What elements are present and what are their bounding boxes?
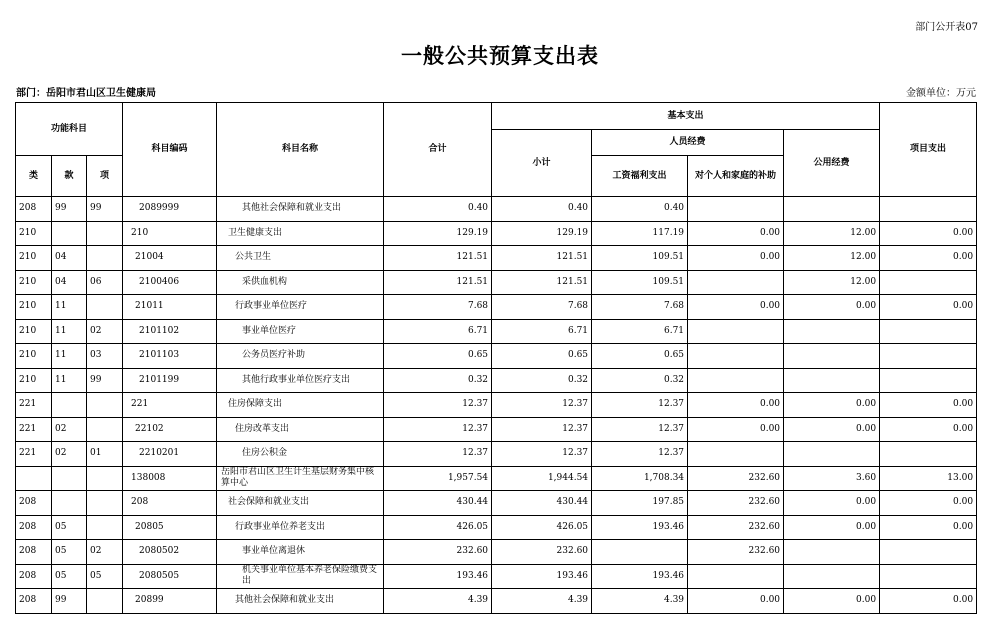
cell-subtotal: 1,944.54 [492,466,592,491]
cell-wages: 0.32 [592,368,688,393]
cell-lei: 221 [16,393,52,418]
cell-subject-name: 事业单位离退休 [217,540,384,565]
cell-wages: 109.51 [592,270,688,295]
cell-lei [16,466,52,491]
cell-subject-code: 138008 [123,466,217,491]
cell-public-funds [784,540,880,565]
cell-subtotal: 430.44 [492,491,592,516]
table-row [16,564,977,589]
cell-total: 12.37 [384,393,492,418]
cell-project [880,270,977,295]
cell-project [880,344,977,369]
cell-public-funds [784,368,880,393]
table-body [16,197,977,614]
cell-xiang [87,491,123,516]
cell-wages: 0.65 [592,344,688,369]
cell-project [880,368,977,393]
header-basic-expenditure: 基本支出 [492,103,880,130]
cell-total: 12.37 [384,442,492,467]
cell-subject-name: 岳阳市君山区卫生计生基层财务集中核算中心 [217,466,384,491]
table-row [16,221,977,246]
cell-xiang: 05 [87,564,123,589]
cell-subject-code: 2210201 [123,442,217,467]
cell-subtotal: 426.05 [492,515,592,540]
cell-project: 0.00 [880,393,977,418]
cell-kuan: 02 [52,442,87,467]
cell-public-funds: 0.00 [784,589,880,614]
cell-personal-subsidy [688,564,784,589]
cell-subject-code: 208 [123,491,217,516]
header-personal-subsidy: 对个人和家庭的补助 [688,156,784,197]
header-function-subject: 功能科目 [16,103,123,156]
cell-project [880,564,977,589]
cell-kuan: 05 [52,564,87,589]
cell-xiang: 03 [87,344,123,369]
cell-total: 0.32 [384,368,492,393]
header-lei: 类 [16,156,52,197]
cell-xiang [87,393,123,418]
cell-total: 193.46 [384,564,492,589]
cell-subtotal: 4.39 [492,589,592,614]
cell-public-funds [784,344,880,369]
cell-total: 0.65 [384,344,492,369]
cell-project [880,319,977,344]
cell-project: 0.00 [880,589,977,614]
cell-wages: 12.37 [592,417,688,442]
cell-personal-subsidy [688,442,784,467]
cell-lei: 210 [16,270,52,295]
cell-subtotal: 0.65 [492,344,592,369]
table-row [16,515,977,540]
cell-wages: 193.46 [592,564,688,589]
header-wages: 工资福利支出 [592,156,688,197]
cell-public-funds: 12.00 [784,270,880,295]
cell-xiang [87,466,123,491]
cell-wages: 4.39 [592,589,688,614]
cell-subject-code: 2100406 [123,270,217,295]
table-row [16,368,977,393]
cell-personal-subsidy [688,319,784,344]
cell-wages: 193.46 [592,515,688,540]
cell-total: 12.37 [384,417,492,442]
table-row [16,540,977,565]
cell-project: 0.00 [880,221,977,246]
cell-total: 4.39 [384,589,492,614]
cell-personal-subsidy [688,344,784,369]
cell-total: 426.05 [384,515,492,540]
cell-wages: 197.85 [592,491,688,516]
cell-xiang: 99 [87,197,123,222]
cell-public-funds [784,319,880,344]
cell-subtotal: 121.51 [492,270,592,295]
table-row [16,491,977,516]
cell-project [880,197,977,222]
cell-kuan: 04 [52,246,87,271]
cell-lei: 208 [16,540,52,565]
cell-lei: 208 [16,515,52,540]
cell-lei: 208 [16,564,52,589]
cell-total: 121.51 [384,270,492,295]
cell-subtotal: 129.19 [492,221,592,246]
cell-total: 0.40 [384,197,492,222]
cell-personal-subsidy: 232.60 [688,540,784,565]
cell-kuan: 99 [52,589,87,614]
amount-unit-label: 金额单位：万元 [906,88,976,99]
cell-public-funds: 0.00 [784,295,880,320]
cell-kuan: 02 [52,417,87,442]
header-subject-code: 科目编码 [123,103,217,197]
cell-lei: 208 [16,197,52,222]
cell-public-funds: 0.00 [784,393,880,418]
cell-public-funds: 0.00 [784,417,880,442]
cell-kuan: 99 [52,197,87,222]
cell-subject-code: 21004 [123,246,217,271]
cell-public-funds: 3.60 [784,466,880,491]
cell-lei: 210 [16,368,52,393]
table-row [16,270,977,295]
cell-subject-code: 20899 [123,589,217,614]
cell-subject-name: 其他行政事业单位医疗支出 [217,368,384,393]
cell-project: 0.00 [880,491,977,516]
cell-subject-code: 2080502 [123,540,217,565]
cell-personal-subsidy: 232.60 [688,491,784,516]
cell-subject-code: 22102 [123,417,217,442]
table-header [16,103,977,197]
cell-lei: 221 [16,442,52,467]
table-row [16,246,977,271]
header-personnel-funds: 人员经费 [592,130,784,156]
table-row [16,319,977,344]
cell-personal-subsidy: 0.00 [688,393,784,418]
cell-subject-name: 机关事业单位基本养老保险缴费支出 [217,564,384,589]
cell-kuan [52,221,87,246]
cell-kuan: 05 [52,515,87,540]
cell-subject-code: 2101102 [123,319,217,344]
cell-subject-name: 采供血机构 [217,270,384,295]
cell-subject-name: 住房保障支出 [217,393,384,418]
cell-personal-subsidy: 0.00 [688,221,784,246]
table-row [16,197,977,222]
cell-subject-name: 社会保障和就业支出 [217,491,384,516]
cell-subtotal: 7.68 [492,295,592,320]
cell-subject-name: 住房公积金 [217,442,384,467]
cell-lei: 221 [16,417,52,442]
cell-xiang: 06 [87,270,123,295]
cell-total: 232.60 [384,540,492,565]
cell-subject-code: 2101199 [123,368,217,393]
table-row [16,344,977,369]
cell-public-funds: 12.00 [784,221,880,246]
cell-public-funds: 12.00 [784,246,880,271]
cell-lei: 210 [16,344,52,369]
cell-personal-subsidy: 232.60 [688,466,784,491]
cell-subject-code: 21011 [123,295,217,320]
cell-xiang: 02 [87,540,123,565]
cell-lei: 210 [16,295,52,320]
cell-kuan: 11 [52,344,87,369]
cell-total: 430.44 [384,491,492,516]
department-label: 部门：岳阳市君山区卫生健康局 [16,88,156,99]
cell-wages: 117.19 [592,221,688,246]
cell-kuan [52,466,87,491]
cell-subtotal: 6.71 [492,319,592,344]
cell-subject-code: 2101103 [123,344,217,369]
cell-kuan: 11 [52,319,87,344]
cell-subject-name: 其他社会保障和就业支出 [217,589,384,614]
cell-subject-code: 2089999 [123,197,217,222]
cell-wages: 12.37 [592,393,688,418]
cell-project [880,540,977,565]
budget-expenditure-table [15,102,977,614]
header-subject-name: 科目名称 [217,103,384,197]
cell-subject-code: 2080505 [123,564,217,589]
cell-lei: 210 [16,246,52,271]
cell-xiang: 02 [87,319,123,344]
cell-subject-code: 221 [123,393,217,418]
cell-xiang: 99 [87,368,123,393]
cell-kuan: 11 [52,295,87,320]
cell-lei: 208 [16,491,52,516]
cell-project [880,442,977,467]
cell-xiang [87,246,123,271]
cell-wages: 6.71 [592,319,688,344]
table-row [16,393,977,418]
cell-kuan [52,491,87,516]
table-row [16,295,977,320]
cell-subject-name: 行政事业单位养老支出 [217,515,384,540]
cell-subtotal: 121.51 [492,246,592,271]
cell-subject-name: 事业单位医疗 [217,319,384,344]
cell-project: 13.00 [880,466,977,491]
header-public-funds: 公用经费 [784,130,880,197]
cell-subtotal: 0.32 [492,368,592,393]
page-title: 一般公共预算支出表 [401,44,599,68]
cell-lei: 210 [16,221,52,246]
cell-xiang [87,295,123,320]
cell-total: 7.68 [384,295,492,320]
cell-kuan: 05 [52,540,87,565]
cell-project: 0.00 [880,417,977,442]
cell-kuan [52,393,87,418]
cell-xiang: 01 [87,442,123,467]
cell-wages [592,540,688,565]
cell-public-funds [784,564,880,589]
cell-subtotal: 232.60 [492,540,592,565]
cell-subtotal: 0.40 [492,197,592,222]
cell-wages: 12.37 [592,442,688,467]
cell-personal-subsidy [688,270,784,295]
table-row [16,442,977,467]
cell-public-funds [784,442,880,467]
cell-total: 121.51 [384,246,492,271]
cell-personal-subsidy [688,197,784,222]
cell-xiang [87,221,123,246]
cell-wages: 0.40 [592,197,688,222]
cell-subject-name: 行政事业单位医疗 [217,295,384,320]
cell-wages: 109.51 [592,246,688,271]
cell-personal-subsidy: 0.00 [688,246,784,271]
cell-personal-subsidy: 232.60 [688,515,784,540]
header-xiang: 项 [87,156,123,197]
cell-personal-subsidy: 0.00 [688,295,784,320]
form-number: 部门公开表07 [915,22,978,33]
table-row [16,589,977,614]
cell-personal-subsidy [688,368,784,393]
cell-subtotal: 12.37 [492,442,592,467]
cell-subject-code: 20805 [123,515,217,540]
cell-project: 0.00 [880,246,977,271]
cell-kuan: 04 [52,270,87,295]
cell-lei: 208 [16,589,52,614]
cell-personal-subsidy: 0.00 [688,417,784,442]
cell-subject-name: 住房改革支出 [217,417,384,442]
cell-subject-name: 公共卫生 [217,246,384,271]
header-total: 合计 [384,103,492,197]
cell-xiang [87,589,123,614]
cell-subject-name: 其他社会保障和就业支出 [217,197,384,222]
header-kuan: 款 [52,156,87,197]
cell-total: 6.71 [384,319,492,344]
cell-total: 129.19 [384,221,492,246]
cell-subtotal: 12.37 [492,417,592,442]
header-subtotal: 小计 [492,130,592,197]
cell-wages: 7.68 [592,295,688,320]
cell-total: 1,957.54 [384,466,492,491]
header-project-expenditure: 项目支出 [880,103,977,197]
cell-kuan: 11 [52,368,87,393]
cell-xiang [87,417,123,442]
cell-subtotal: 193.46 [492,564,592,589]
table-row [16,466,977,491]
cell-xiang [87,515,123,540]
table-row [16,417,977,442]
cell-public-funds: 0.00 [784,515,880,540]
cell-subtotal: 12.37 [492,393,592,418]
cell-subject-code: 210 [123,221,217,246]
cell-lei: 210 [16,319,52,344]
cell-wages: 1,708.34 [592,466,688,491]
cell-public-funds [784,197,880,222]
cell-project: 0.00 [880,515,977,540]
cell-public-funds: 0.00 [784,491,880,516]
cell-personal-subsidy: 0.00 [688,589,784,614]
cell-subject-name: 卫生健康支出 [217,221,384,246]
cell-subject-name: 公务员医疗补助 [217,344,384,369]
cell-project: 0.00 [880,295,977,320]
